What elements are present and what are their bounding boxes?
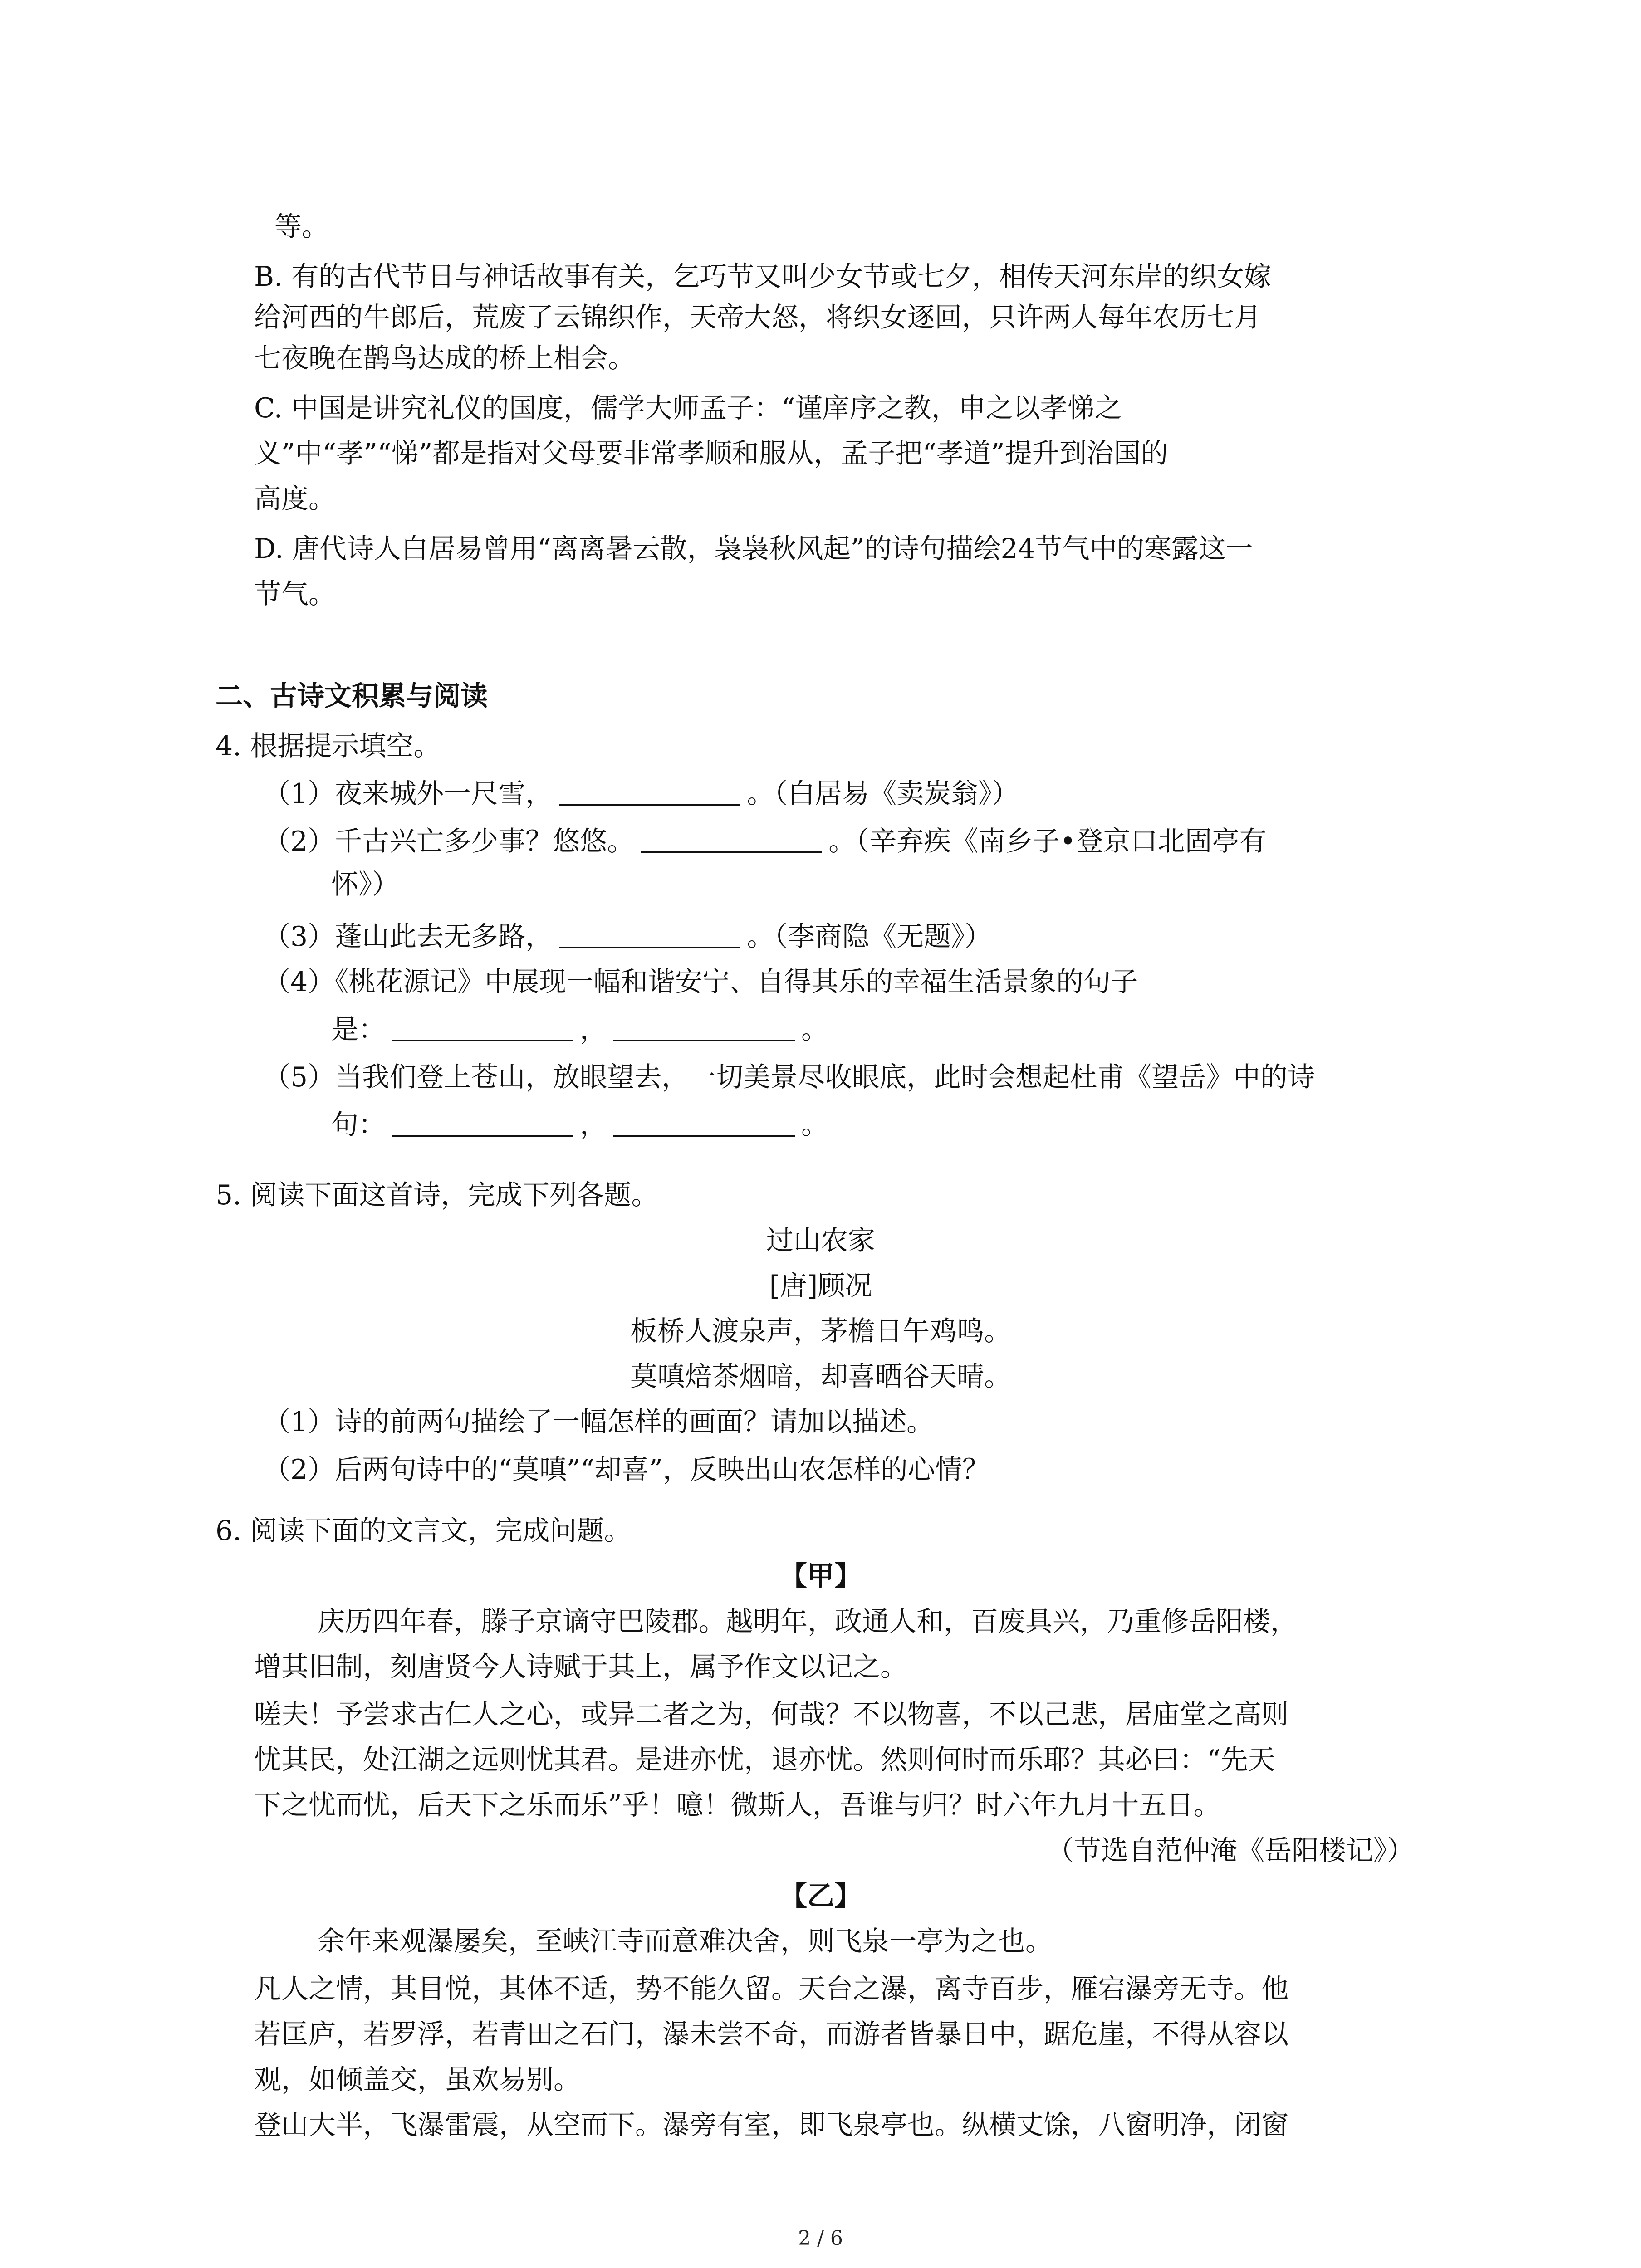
passage-yi-line-3: 若匡庐，若罗浮，若青田之石门，瀑未尝不奇，而游者皆暴日中，踞危崖，不得从容以 <box>254 2019 1288 2050</box>
answer-blank[interactable] <box>559 777 740 806</box>
answer-blank[interactable] <box>559 919 740 948</box>
q4-item-4-answer <box>331 1009 828 1050</box>
option-d-line-2: 节气。 <box>254 578 336 610</box>
answer-blank[interactable] <box>613 1108 795 1137</box>
passage-jia-line-1: 庆历四年春，滕子京谪守巴陵郡。越明年，政通人和，百废具兴，乃重修岳阳楼， <box>318 1606 1298 1637</box>
q4-item-5-lead: 句： <box>331 1109 386 1141</box>
poem-author: [唐]顾况 <box>769 1270 872 1302</box>
option-c-line-1: C. 中国是讲究礼仪的国度，儒学大师孟子：“谨庠序之教，申之以孝悌之 <box>254 392 1122 424</box>
option-c-line-2: 义”中“孝”“悌”都是指对父母要非常孝顺和服从，孟子把“孝道”提升到治国的 <box>254 438 1168 469</box>
page-number: 2 / 6 <box>798 2227 843 2250</box>
q4-item-4-end: 。 <box>801 1014 828 1046</box>
q4-item-5-comma: ， <box>580 1109 607 1141</box>
passage-jia-line-5: 下之忧而忧，后天下之乐而乐”乎！噫！微斯人，吾谁与归？时六年九月十五日。 <box>254 1789 1221 1821</box>
option-b-line-1: B. 有的古代节日与神话故事有关，乞巧节又叫少女节或七夕，相传天河东岸的织女嫁 <box>254 261 1272 293</box>
passage-yi-line-2: 凡人之情，其目悦，其体不适，势不能久留。天台之瀑，离寺百步，雁宕瀑旁无寺。他 <box>254 1973 1288 2005</box>
option-c-line-3: 高度。 <box>254 483 336 515</box>
q4-item-4: （4）《桃花源记》中展现一幅和谐安宁、自得其乐的幸福生活景象的句子 <box>263 966 1138 998</box>
option-d-line-1: D. 唐代诗人白居易曾用“离离暑云散，袅袅秋风起”的诗句描绘24节气中的寒露这一 <box>254 533 1253 565</box>
q4-item-4-lead: 是： <box>331 1014 386 1046</box>
passage-jia-line-4: 忧其民，处江湖之远则忧其君。是进亦忧，退亦忧。然则何时而乐耶？其必曰：“先天 <box>254 1744 1275 1776</box>
q4-item-2-prompt: （2）千古兴亡多少事？悠悠。 <box>263 826 635 857</box>
question-4-title: 4. 根据提示填空。 <box>216 730 441 762</box>
answer-blank[interactable] <box>392 1108 573 1137</box>
q5-subquestion-1: （1）诗的前两句描绘了一幅怎样的画面？请加以描述。 <box>263 1406 934 1438</box>
passage-yi-label: 【乙】 <box>780 1880 862 1912</box>
q4-item-5: （5）当我们登上苍山，放眼望去，一切美景尽收眼底，此时会想起杜甫《望岳》中的诗 <box>263 1061 1315 1093</box>
question-5-title: 5. 阅读下面这首诗，完成下列各题。 <box>216 1179 659 1211</box>
poem-title: 过山农家 <box>766 1225 875 1256</box>
passage-yi-line-4: 观，如倾盖交，虽欢易别。 <box>254 2064 581 2096</box>
q4-item-1-source: 。（白居易《卖炭翁》） <box>747 778 1019 810</box>
section-heading: 二、古诗文积累与阅读 <box>216 680 488 712</box>
passage-jia-source: （节选自范仲淹《岳阳楼记》） <box>1047 1835 1414 1867</box>
passage-jia-label: 【甲】 <box>780 1560 862 1592</box>
q4-item-1 <box>263 773 1019 814</box>
passage-yi-line-5: 登山大半，飞瀑雷震，从空而下。瀑旁有室，即飞泉亭也。纵横丈馀，八窗明净，闭窗 <box>254 2109 1288 2141</box>
q4-item-5-answer <box>331 1105 828 1145</box>
question-6-title: 6. 阅读下面的文言文，完成问题。 <box>216 1515 632 1547</box>
option-b-line-2: 给河西的牛郎后，荒废了云锦织作，天帝大怒，将织女逐回，只许两人每年农历七月 <box>254 302 1261 333</box>
q4-item-3 <box>263 916 992 957</box>
q4-item-3-prompt: （3）蓬山此去无多路， <box>263 921 553 953</box>
q4-item-3-source: 。（李商隐《无题》） <box>747 921 992 953</box>
option-b-line-3: 七夜晚在鹊鸟达成的桥上相会。 <box>254 342 635 374</box>
poem-line-2: 莫嗔焙茶烟暗，却喜晒谷天晴。 <box>630 1361 1011 1393</box>
answer-blank[interactable] <box>641 824 822 853</box>
answer-blank[interactable] <box>613 1012 795 1041</box>
passage-yi-line-1: 余年来观瀑屡矣，至峡江寺而意难决舍，则飞泉一亭为之也。 <box>318 1926 1053 1957</box>
q4-item-4-comma: ， <box>580 1014 607 1046</box>
q4-item-5-end: 。 <box>801 1109 828 1141</box>
q4-item-2-source: 。（辛弃疾《南乡子•登京口北固亭有 <box>828 826 1267 857</box>
poem-line-1: 板桥人渡泉声，茅檐日午鸡鸣。 <box>630 1315 1011 1347</box>
passage-jia-line-2: 增其旧制，刻唐贤今人诗赋于其上，属予作文以记之。 <box>254 1651 907 1683</box>
passage-jia-line-3: 嗟夫！予尝求古仁人之心，或异二者之为，何哉？不以物喜，不以己悲，居庙堂之高则 <box>254 1699 1288 1730</box>
q4-item-2 <box>263 821 1267 862</box>
q4-item-1-prompt: （1）夜来城外一尺雪， <box>263 778 553 810</box>
option-a-ending: 等。 <box>274 211 329 243</box>
q4-item-2-source-cont: 怀》） <box>331 869 399 900</box>
answer-blank[interactable] <box>392 1012 573 1041</box>
q5-subquestion-2: （2）后两句诗中的“莫嗔”“却喜”，反映出山农怎样的心情？ <box>263 1454 989 1486</box>
